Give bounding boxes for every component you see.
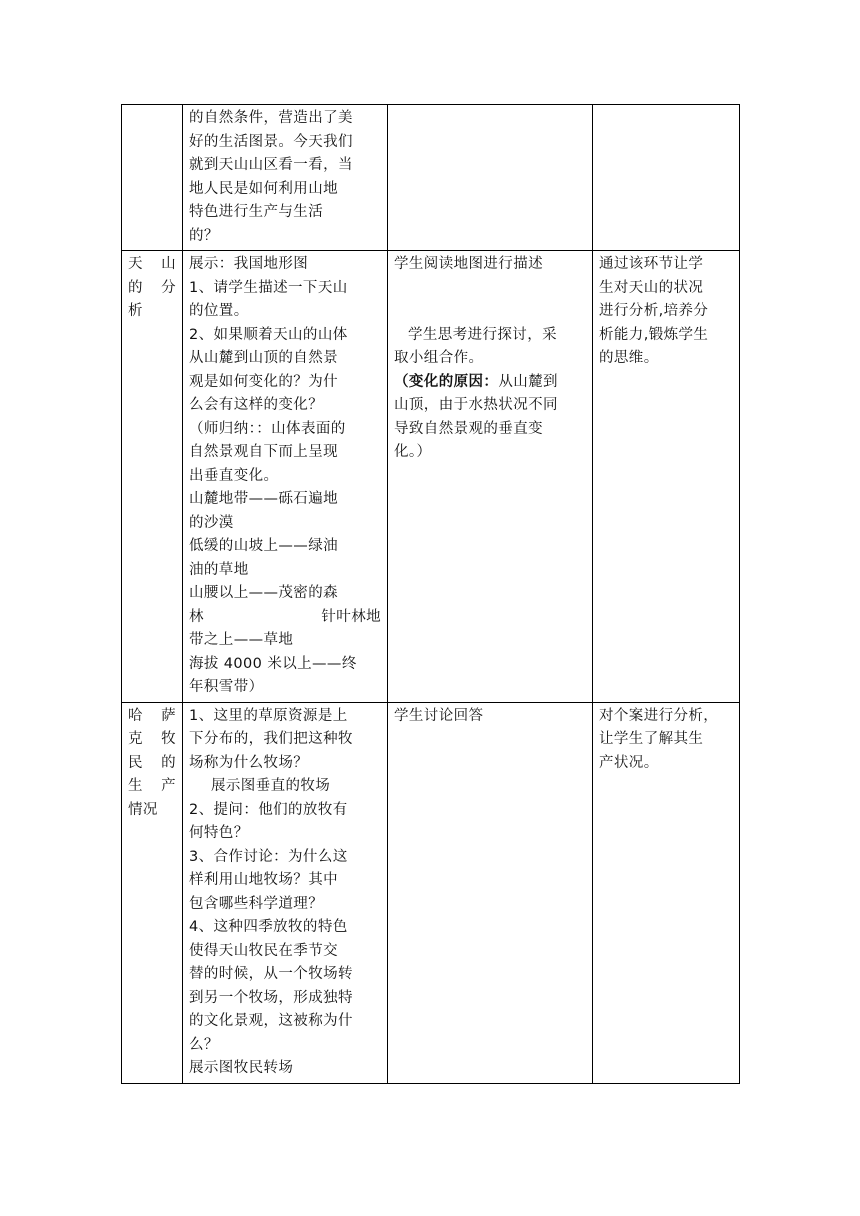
text-fragment: 从山麓到	[498, 373, 558, 390]
text-line: 4、这种四季放牧的特色	[189, 919, 348, 935]
text-line: 年积雪带）	[189, 679, 264, 695]
teacher-activity-cell	[183, 251, 388, 703]
text-line: 的文化景观，这被称为什	[189, 1013, 353, 1029]
text-line: 2、如果顺着天山的山体	[189, 326, 348, 343]
text-line: 带之上——草地	[189, 632, 294, 648]
text-line: 何特色？	[189, 825, 249, 841]
text-line: 3、合作讨论：为什么这	[189, 848, 348, 865]
text-line: 就到天山山区看一看，当	[189, 157, 353, 173]
topic-cell	[122, 105, 183, 251]
text-line: 场称为什么牧场？	[189, 754, 309, 771]
text-line: 1、请学生描述一下天山	[189, 279, 348, 296]
topic-cell	[122, 251, 183, 703]
text-line: 油的草地	[189, 561, 249, 578]
text-line: 化。）	[394, 444, 432, 460]
text-line: 让学生了解其生	[599, 731, 704, 747]
text-line: 观是如何变化的？为什	[189, 373, 338, 390]
table-row	[122, 702, 740, 1083]
text-line: 析能力,锻炼学生	[599, 326, 709, 343]
text-line: 展示图垂直的牧场	[211, 778, 331, 794]
lesson-plan-table	[121, 104, 740, 1084]
text-line: 进行分析,培养分	[599, 303, 709, 319]
topic-line: 天 山	[128, 256, 176, 272]
topic-line: 的 分	[128, 279, 176, 296]
text-line: 使得天山牧民在季节交	[189, 942, 338, 959]
table-row	[122, 105, 740, 251]
text-line: 样利用山地牧场？其中	[189, 872, 338, 888]
text-line: 展示图牧民转场	[189, 1060, 294, 1076]
cause-label: （变化的原因：	[394, 373, 499, 390]
text-line	[394, 371, 586, 395]
design-intent-cell	[593, 105, 740, 251]
text-line: 山麓地带——砾石遍地	[189, 491, 338, 507]
text-line: 么会有这样的变化？	[189, 397, 324, 413]
teacher-activity-cell	[183, 105, 388, 251]
student-activity-cell	[388, 702, 593, 1083]
text-line: 的自然条件，营造出了美	[189, 110, 353, 126]
text-line: 学生阅读地图进行描述	[394, 256, 543, 272]
text-line: 展示：我国地形图	[189, 256, 309, 272]
topic-line: 民 的	[128, 754, 176, 771]
text-line: 下分布的，我们把这种牧	[189, 731, 353, 747]
text-line: 通过该环节让学	[599, 256, 704, 272]
teacher-activity-cell	[183, 702, 388, 1083]
topic-line: 克 牧	[128, 731, 176, 747]
text-line: 的沙漠	[189, 514, 234, 531]
text-line: 替的时候，从一个牧场转	[189, 966, 353, 982]
text-line: 特色进行生产与生活	[189, 204, 324, 220]
text-line: 的位置。	[189, 303, 249, 319]
text-line: 导致自然景观的垂直变	[394, 420, 543, 437]
text-line: 地人民是如何利用山地	[189, 180, 338, 197]
text-line: 的思维。	[599, 350, 659, 366]
text-line: 生对天山的状况	[599, 279, 704, 296]
text-line: 从山麓到山顶的自然景	[189, 350, 338, 366]
student-activity-cell	[388, 251, 593, 703]
text-line: 取小组合作。	[394, 350, 484, 366]
text-line: 学生讨论回答	[394, 707, 484, 724]
text-line: 学生思考进行探讨，采	[408, 326, 557, 343]
text-line: 么？	[189, 1036, 219, 1053]
text-fragment: 林	[189, 608, 204, 625]
text-line: 产状况。	[599, 754, 659, 771]
text-line: 2、提问：他们的放牧有	[189, 801, 348, 818]
text-line: 山顶，由于水热状况不同	[394, 397, 558, 413]
topic-cell	[122, 702, 183, 1083]
text-line: 山腰以上——茂密的森	[189, 585, 338, 601]
text-line: 低缓的山坡上——绿油	[189, 538, 338, 554]
text-line: 1、这里的草原资源是上	[189, 707, 348, 724]
text-line: 好的生活图景。今天我们	[189, 133, 353, 150]
student-activity-cell	[388, 105, 593, 251]
topic-line: 生 产	[128, 778, 176, 794]
design-intent-cell	[593, 702, 740, 1083]
text-line: 到另一个牧场，形成独特	[189, 989, 353, 1006]
text-line: 的？	[189, 227, 219, 244]
topic-line: 哈 萨	[128, 707, 176, 724]
table-row	[122, 251, 740, 703]
text-line: 包含哪些科学道理？	[189, 895, 324, 912]
text-line: 海拔 4000 米以上——终	[189, 655, 357, 672]
text-line: 对个案进行分析，	[599, 707, 719, 724]
text-line: （师归纳：：山体表面的	[189, 420, 346, 437]
text-fragment: 针叶林地	[321, 608, 381, 625]
text-line: 出垂直变化。	[189, 467, 279, 484]
design-intent-cell	[593, 251, 740, 703]
text-line	[189, 606, 381, 630]
topic-line: 析	[128, 303, 143, 319]
topic-line: 情况	[128, 801, 158, 818]
text-line: 自然景观自下而上呈现	[189, 444, 338, 460]
spacer	[394, 277, 586, 324]
